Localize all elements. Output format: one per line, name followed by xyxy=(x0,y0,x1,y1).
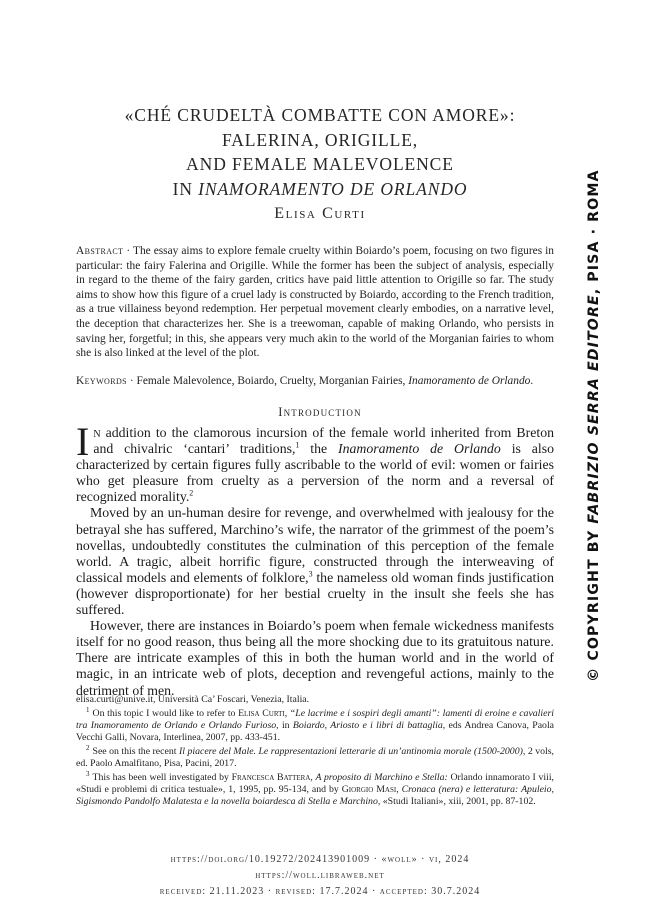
footnote-3-text-a: This has been well investigated by xyxy=(92,772,232,783)
paragraph-1-italic: Inamoramento de Orlando xyxy=(338,441,501,457)
copyright-notice xyxy=(584,169,604,682)
footnote-2-title: Il piacere del Male. Le rappresentazioni letterarie di un’antinomia morale (1500-2000) xyxy=(178,746,523,757)
paragraph-2-text-b: the nameless old woman finds justification (however disproportionate) for her bestial cruelty in the insult she feels she has suffered. xyxy=(76,569,554,618)
footnote-3-title-2: Cronaca (nera) e letteratura: Apuleio, Sigismondo Pandolfo Malatesta e la novella boiardesca di Stella e Marchino xyxy=(76,784,554,807)
footnote-1-text-d: , eds Andrea Canova, Paola Vecchi Galli, Novara, Interlinea, 2007, pp. 433-451. xyxy=(76,720,555,743)
footnotes xyxy=(76,694,554,810)
footnote-ref-3[interactable]: 3 xyxy=(308,569,313,579)
footnote-3-number: 3 xyxy=(86,769,90,778)
footnote-2-text-b: , 2 vols, ed. Paolo Amalfitano, Pisa, Pacini, 2017. xyxy=(76,746,554,769)
footnote-1-text-b: , xyxy=(284,708,290,719)
author-affiliation: elisa.curti@unive.it, Università Ca’ Foscari, Venezia, Italia. xyxy=(76,694,310,705)
footnote-3-text-e: , «Studi Italiani», xiii, 2001, pp. 87-102. xyxy=(377,796,536,807)
footer-url[interactable]: https://woll.libraweb.net xyxy=(255,870,385,881)
drop-cap: I xyxy=(76,419,90,464)
keywords-italic: Inamoramento de Orlando xyxy=(408,375,531,387)
copyright-suffix: , PISA · ROMA xyxy=(586,169,602,295)
abstract-text: The essay aims to explore female cruelty within Boiardo’s poem, focusing on two figures in particular: the fairy Falerina and Origille. While the former has been the subject of analysis, especially in regard to the theme of the fairy garden, critics have paid little attention to Origille so far. The study aims to show how this figure of a cruel lady is constructed by Boiardo, according to the French tradition, as a true villainess beyond redemption. Her perpetual movement clearly embodies, on a narrative level, the deception that characterizes her. She is a treewoman, capable of making Orlando, who persists in saving her, forgetful; in this, she appears very much akin to the world of the Morganian fairies to whom she is also linked at the level of the plot. xyxy=(76,245,554,360)
keywords-end: . xyxy=(530,375,534,387)
abstract-separator: · xyxy=(123,245,133,257)
footnote-ref-2[interactable]: 2 xyxy=(189,488,194,498)
title-line-2: FALERINA, ORIGILLE, xyxy=(221,129,419,150)
footnote-1-author: Elisa Curti xyxy=(238,708,285,719)
footer-dates: received: 21.11.2023 · revised: 17.7.2024 · accepted: 30.7.2024 xyxy=(159,886,481,897)
footnote-2-number: 2 xyxy=(86,743,90,752)
footnote-3-text-d: , xyxy=(396,784,402,795)
paragraph-1-text-a: addition to the clamorous incursion of the female world inherited from Breton and chivalric ‘cantari’ traditions, xyxy=(93,425,554,457)
copyright-publisher: FABRIZIO SERRA EDITORE xyxy=(586,294,602,524)
article-title xyxy=(60,103,580,201)
paragraph-3: However, there are instances in Boiardo’s poem when female wickedness manifests itself for no good reason, thus being all the more shocking due to its gratuitous nature. There are intricate examples of this in both the human world and in the world of magic, in an intricate web of plots, deception and revengeful actions, mainly to the detriment of men. xyxy=(76,618,554,698)
copyright-prefix: © COPYRIGHT BY xyxy=(586,523,602,682)
footnote-3-text-b: , xyxy=(310,772,316,783)
paragraph-1 xyxy=(76,419,554,505)
abstract-label: Abstract xyxy=(76,245,124,257)
footnote-1 xyxy=(76,705,555,744)
keywords-text: Female Malevolence, Boiardo, Cruelty, Morganian Fairies, xyxy=(136,375,409,387)
paragraph-1-smallcap: n xyxy=(93,425,101,440)
body-text xyxy=(76,419,554,699)
footnote-3-author-1: Francesca Battera xyxy=(231,772,311,783)
section-heading: Introduction xyxy=(278,405,362,419)
author-name: Elisa Curti xyxy=(274,205,366,222)
title-line-4-prefix: IN xyxy=(172,178,199,199)
title-line-3: AND FEMALE MALEVOLENCE xyxy=(186,154,454,174)
footnote-1-book: Boiardo, Ariosto e i libri di battaglia xyxy=(292,720,443,731)
title-line-4 xyxy=(60,177,580,202)
keywords xyxy=(76,374,554,389)
footnote-1-text-c: , in xyxy=(276,720,293,731)
footnote-1-number: 1 xyxy=(86,705,90,714)
paragraph-1-text-c: is also characterized by certain figures fully ascribable to the world of evil: women or fairies who get pleasure from cruelty as a perversion of the norm and a reversal of recognized morality. xyxy=(76,441,554,505)
title-line-4-italic: INAMORAMENTO DE ORLANDO xyxy=(198,178,468,199)
keywords-label: Keywords xyxy=(76,375,127,387)
footnote-2 xyxy=(76,743,554,770)
keywords-separator: · xyxy=(126,375,137,387)
footer-doi[interactable]: https://doi.org/10.19272/202413901009 · «woll» · vi, 2024 xyxy=(170,854,470,865)
footnote-2-text-a: See on this the recent xyxy=(92,746,179,757)
paragraph-1-text-b: the xyxy=(299,441,339,457)
abstract xyxy=(76,244,554,361)
footnote-1-title: “Le lacrime e i sospiri degli amanti”: lamenti di eroine e cavalieri tra Inamoramento de Orlando e Orlando Furioso xyxy=(76,708,555,731)
paragraph-2 xyxy=(76,505,554,618)
footnote-3-author-2: Giorgio Masi xyxy=(341,784,397,795)
footnote-ref-1[interactable]: 1 xyxy=(295,440,300,450)
footnote-3-text-c: Orlando innamorato I viii, «Studi e problemi di critica testuale», 1, 1995, pp. 95-134, and by xyxy=(76,772,555,795)
paragraph-2-text-a: Moved by an un-human desire for revenge, and overwhelmed with jealousy for the betrayal she has suffered, Marchino’s wife, the narrator of the grimmest of the poem’s novellas, undoubtedly constitutes the culmination of this perception of the female world. A tragic, albeit horrific figure, constructed through the interweaving of classical models and elements of folklore, xyxy=(76,505,554,585)
footnote-3-title-1: A proposito di Marchino e Stella: xyxy=(315,772,448,783)
footnote-1-text-a: On this topic I would like to refer to xyxy=(92,708,239,719)
footnote-3 xyxy=(76,769,555,808)
title-line-1: «CHÉ CRUDELTÀ COMBATTE CON AMORE»: xyxy=(124,105,516,125)
